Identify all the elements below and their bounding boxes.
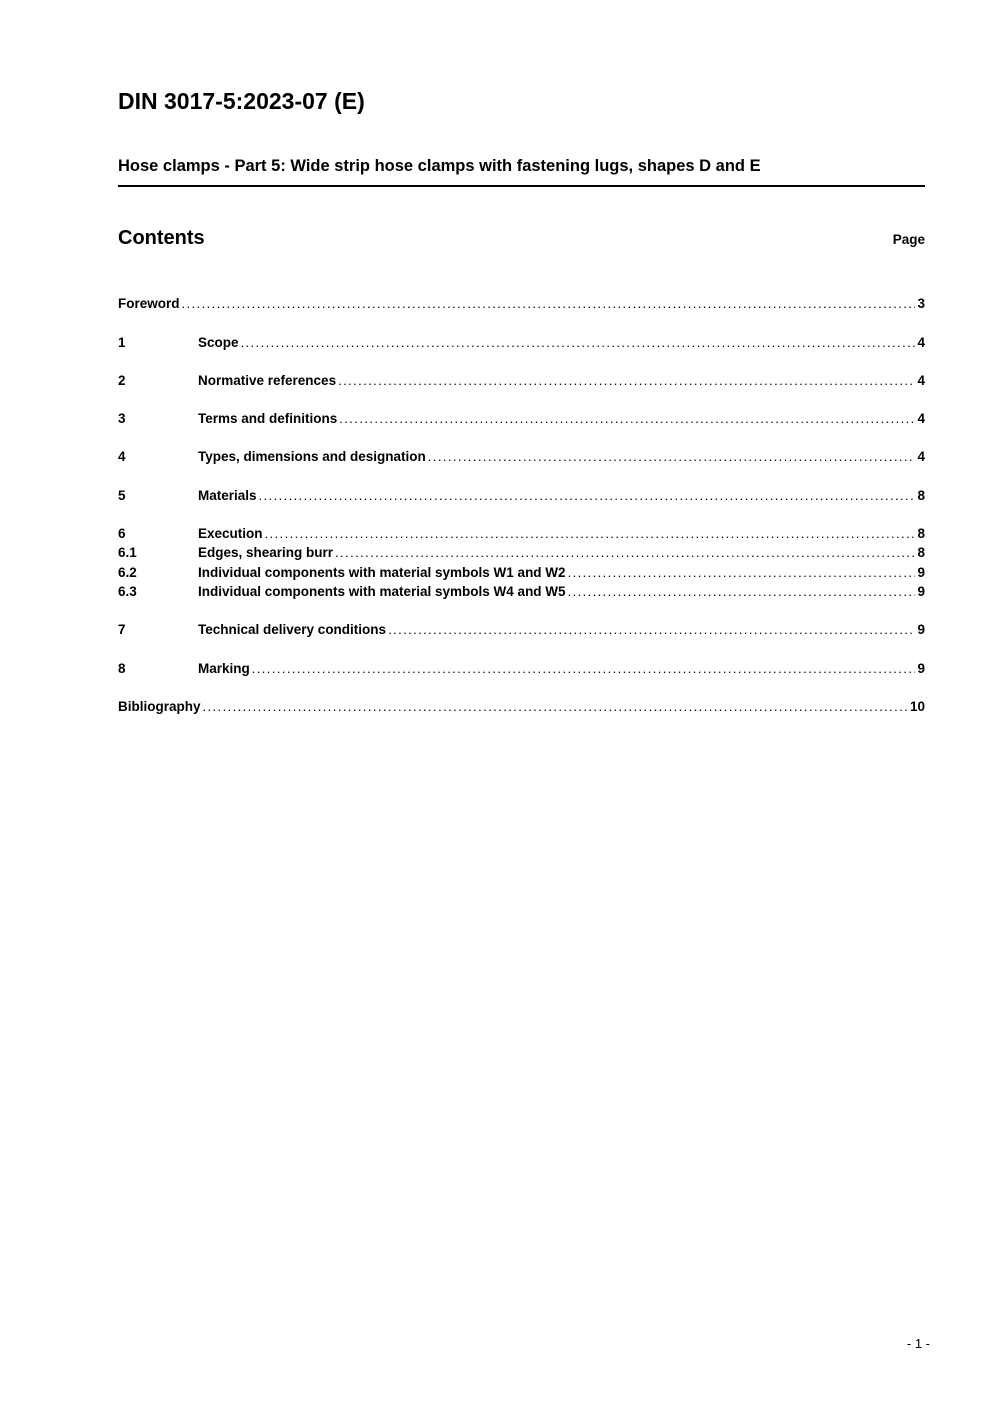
- toc-entry-label: Materials: [198, 487, 257, 503]
- toc-entry-page: 4: [917, 372, 925, 388]
- toc-entry-label: Foreword: [118, 296, 180, 312]
- toc-dot-leader: [182, 294, 916, 313]
- toc-entry-edges-shearing-burr: [118, 543, 925, 562]
- toc-entry-technical-delivery-conditions: [118, 620, 925, 639]
- document-title-rule: [118, 157, 925, 187]
- toc-entry-number: 6.2: [118, 564, 137, 580]
- toc-entry-number: 7: [118, 622, 126, 638]
- toc-entry-page: 8: [917, 545, 925, 561]
- toc-dot-leader: [259, 486, 916, 505]
- toc-entry-page: 8: [917, 526, 925, 542]
- toc-entry-page: 10: [909, 698, 925, 714]
- toc-entry-page: 9: [917, 583, 925, 599]
- toc-entry-number: 8: [118, 660, 126, 676]
- toc-dot-leader: [265, 524, 916, 543]
- toc-entry-number: 6.3: [118, 583, 137, 599]
- page-column-label: Page: [892, 232, 925, 248]
- toc-entry-label: Individual components with material symbols W4 and W5: [198, 583, 566, 599]
- toc-entry-foreword: [118, 294, 925, 313]
- toc-entry-label: Normative references: [198, 372, 337, 388]
- toc-entry-label: Scope: [198, 334, 239, 350]
- toc-entry-label: Execution: [198, 526, 263, 542]
- toc-dot-leader: [241, 333, 916, 352]
- toc-entry-page: 4: [917, 411, 925, 427]
- toc-dot-leader: [388, 620, 915, 639]
- contents-header: [118, 227, 925, 250]
- toc-dot-leader: [428, 447, 916, 466]
- toc-entry-label: Bibliography: [118, 698, 201, 714]
- toc-entry-page: 9: [917, 622, 925, 638]
- contents-heading: Contents: [118, 227, 205, 250]
- toc-entry-label: Types, dimensions and designation: [198, 449, 426, 465]
- toc-entry-page: 4: [917, 334, 925, 350]
- toc-dot-leader: [203, 697, 908, 716]
- toc-dot-leader: [568, 582, 916, 601]
- toc-entry-number: 5: [118, 487, 126, 503]
- toc-entry-number: 6.1: [118, 545, 137, 561]
- toc-dot-leader: [338, 371, 915, 390]
- toc-dot-leader: [339, 409, 915, 428]
- toc-entry-page: 9: [917, 660, 925, 676]
- toc-dot-leader: [252, 659, 916, 678]
- table-of-contents: [118, 294, 925, 716]
- page-number-footer: - 1 -: [906, 1336, 930, 1351]
- toc-entry-scope: [118, 333, 925, 352]
- toc-entry-terms-and-definitions: [118, 409, 925, 428]
- toc-entry-components-w4-w5: [118, 582, 925, 601]
- toc-entry-label: Marking: [198, 660, 250, 676]
- toc-entry-page: 4: [917, 449, 925, 465]
- toc-entry-number: 3: [118, 411, 126, 427]
- toc-entry-types-dimensions-designation: [118, 447, 925, 466]
- toc-entry-normative-references: [118, 371, 925, 390]
- document-title: Hose clamps - Part 5: Wide strip hose clamps with fastening lugs, shapes D and E: [118, 157, 761, 176]
- toc-entry-label: Technical delivery conditions: [198, 622, 387, 638]
- toc-entry-execution: [118, 524, 925, 543]
- toc-entry-number: 1: [118, 334, 126, 350]
- toc-entry-label: Individual components with material symbols W1 and W2: [198, 564, 566, 580]
- toc-dot-leader: [568, 563, 916, 582]
- toc-entry-page: 8: [917, 487, 925, 503]
- toc-entry-page: 3: [917, 296, 925, 312]
- document-number: DIN 3017-5:2023-07 (E): [118, 88, 365, 114]
- toc-entry-number: 4: [118, 449, 126, 465]
- toc-entry-label: Edges, shearing burr: [198, 545, 334, 561]
- toc-entry-number: 2: [118, 372, 126, 388]
- toc-entry-page: 9: [917, 564, 925, 580]
- toc-dot-leader: [335, 543, 915, 562]
- toc-entry-label: Terms and definitions: [198, 411, 338, 427]
- toc-entry-components-w1-w2: [118, 563, 925, 582]
- toc-entry-materials: [118, 486, 925, 505]
- toc-entry-bibliography: [118, 697, 925, 716]
- toc-entry-number: 6: [118, 526, 126, 542]
- toc-entry-marking: [118, 659, 925, 678]
